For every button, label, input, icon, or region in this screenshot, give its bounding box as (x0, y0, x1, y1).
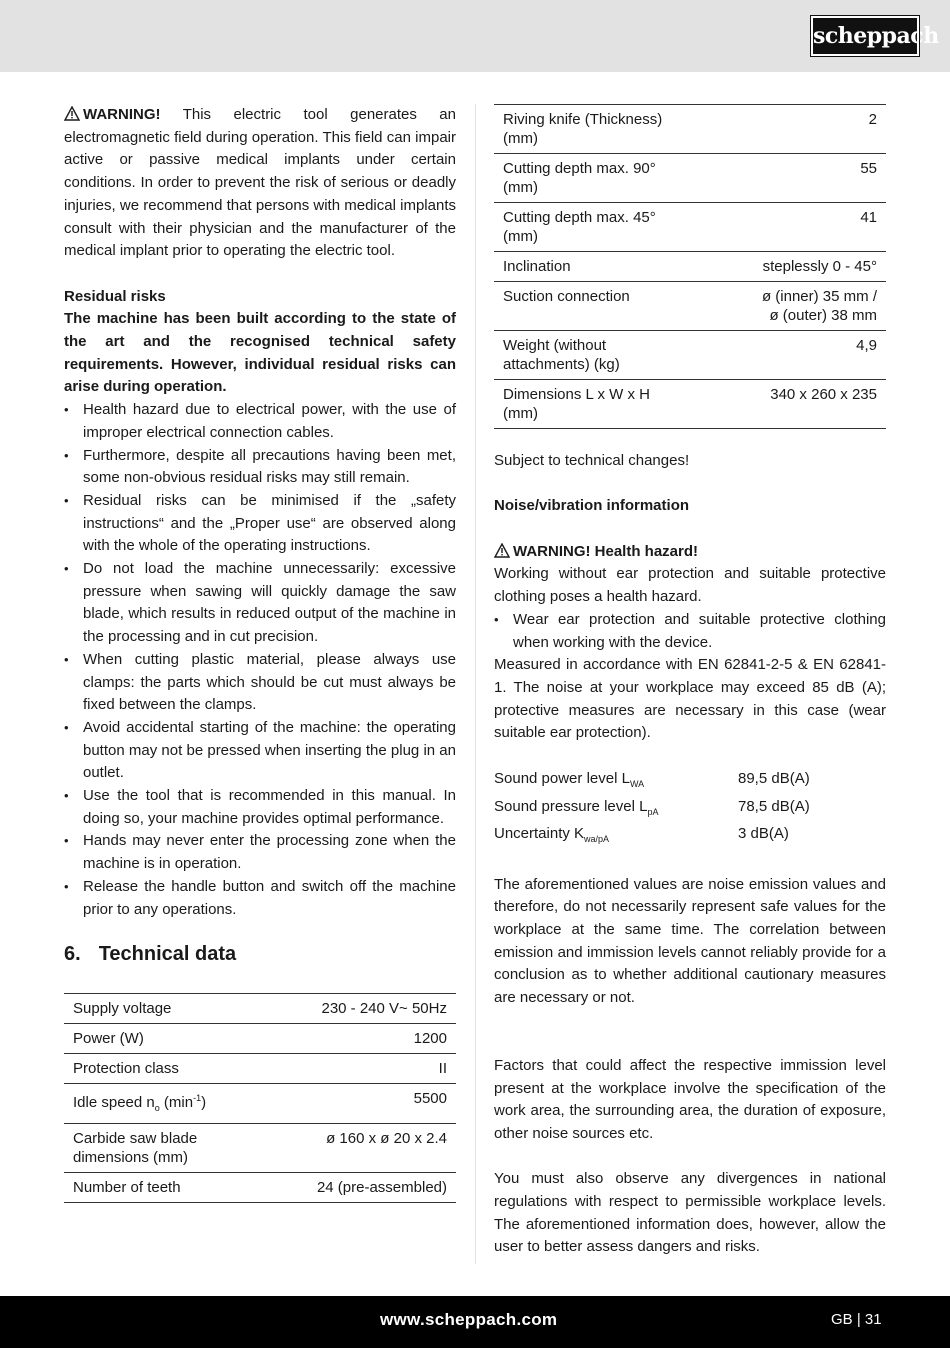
spec-value: II (279, 1054, 456, 1084)
technical-data-table (64, 993, 456, 1203)
table-row (64, 1124, 456, 1173)
subject-to-change-note: Subject to technical changes! (494, 452, 690, 469)
section-title: Technical data (98, 943, 237, 966)
page-number: GB | 31 (831, 1311, 882, 1328)
spec-value: ø (inner) 35 mm / ø (outer) 38 mm (694, 282, 886, 331)
noise-row (494, 768, 886, 796)
spec-label: Carbide saw blade dimensions (mm) (64, 1124, 279, 1173)
table-row (494, 105, 886, 154)
health-warning-heading: WARNING! Health hazard! (494, 541, 886, 564)
list-item: • Residual risks can be minimised if the „safety instructions“ and the „Proper use“ are observed along with the whole of the operating instructions. (64, 490, 456, 558)
emission-paragraph: The aforementioned values are noise emission values and therefore, do not necessarily represent safe values for the workplace at the same time. The correlation between emission and immission levels cannot reliably provide for a conclusion as to whether additional cautionary measures are necessary or not. (494, 875, 886, 1007)
spec-value: 340 x 260 x 235 (694, 380, 886, 429)
section-heading (64, 941, 456, 967)
spec-label: Power (W) (64, 1024, 279, 1054)
spec-value: 1200 (279, 1024, 456, 1054)
spec-value: steplessly 0 - 45° (694, 252, 886, 282)
noise-label: Sound power level $L_{WA}$ (494, 769, 645, 789)
residual-risks-heading: Residual risks (64, 287, 166, 305)
warning-label: WARNING! (83, 106, 161, 123)
list-item: • Hands may never enter the processing zone when the machine is in operation. (64, 830, 456, 875)
section-number: 6. (64, 943, 81, 966)
table-row (494, 154, 886, 203)
health-warning-text: Working without ear protection and suitable protective clothing poses a health hazard. (494, 565, 886, 606)
factors-paragraph: Factors that could affect the respective immission level present at the workplace involve the specification of the work area, the surrounding area, the duration of exposure, other noise sources etc. (494, 1056, 886, 1142)
list-item: • Do not load the machine unnecessarily: excessive pressure when sawing will quickly damage the saw blade, which results in reduced output of the machine in the processing and in cut precision. (64, 558, 456, 649)
noise-value: 3 dB(A) (738, 825, 789, 843)
table-row (64, 1054, 456, 1084)
spec-value: 41 (694, 203, 886, 252)
table-row (64, 1024, 456, 1054)
noise-row (494, 823, 886, 851)
brand-logo: scheppach (811, 16, 919, 56)
list-item: • Use the tool that is recommended in this manual. In doing so, your machine provides optimal performance. (64, 785, 456, 830)
table-row (494, 331, 886, 380)
measurement-paragraph: Measured in accordance with EN 62841-2-5 & EN 62841-1. The noise at your workplace may exceed 85 dB (A); protective measures are necessary in this case (wear suitable ear protection). (494, 656, 886, 742)
spec-value: 24 (pre-assembled) (279, 1173, 456, 1203)
noise-value: 89,5 dB(A) (738, 769, 810, 787)
spec-label: Cutting depth max. 90° (mm) (494, 154, 694, 203)
spec-label: Dimensions L x W x H (mm) (494, 380, 694, 429)
spec-label: Idle speed $n_o$ $(\min^{-1})$ (64, 1084, 279, 1124)
spec-label: Protection class (64, 1054, 279, 1084)
noise-heading: Noise/vibration information (494, 497, 690, 515)
website-link[interactable]: www.scheppach.com (380, 1310, 558, 1329)
table-row (64, 1084, 456, 1124)
noise-value: 78,5 dB(A) (738, 797, 810, 815)
spec-value: 5500 (279, 1084, 456, 1124)
table-row (64, 994, 456, 1024)
table-row (64, 1173, 456, 1203)
table-row (494, 282, 886, 331)
spec-label: Cutting depth max. 45° (mm) (494, 203, 694, 252)
left-column (64, 104, 456, 1203)
spec-label: Suction connection (494, 282, 694, 331)
column-divider (475, 104, 476, 1264)
warning-triangle-icon (64, 106, 80, 121)
table-row (494, 252, 886, 282)
noise-label: Sound pressure level $L_{pA}$ (494, 797, 659, 817)
technical-data-table-continued (494, 104, 886, 429)
spec-label: Supply voltage (64, 994, 279, 1024)
list-item: • Avoid accidental starting of the machine: the operating button may not be pressed when inserting the plug in an outlet. (64, 717, 456, 785)
spec-value: 230 - 240 V~ 50Hz (279, 994, 456, 1024)
footer-bar (0, 1296, 950, 1348)
list-item: • When cutting plastic material, please always use clamps: the parts which should be cut must always be fixed between the clamps. (64, 649, 456, 717)
list-item: • Release the handle button and switch off the machine prior to any operations. (64, 876, 456, 921)
header-bar (0, 0, 950, 72)
warning-text: This electric tool generates an electromagnetic field during operation. This field can impair active or passive medical implants under certain conditions. In order to prevent the risk of serious or deadly injuries, we recommend that persons with medical implants consult with their physician and the manufacturer of the medical implant prior to operating the electric tool. (64, 106, 456, 260)
list-item: • Health hazard due to electrical power, with the use of improper electrical connection cables. (64, 399, 456, 444)
spec-value: 4,9 (694, 331, 886, 380)
spec-value: ø 160 x ø 20 x 2.4 (279, 1124, 456, 1173)
spec-value: 55 (694, 154, 886, 203)
warning-triangle-icon (494, 543, 510, 558)
spec-label: Inclination (494, 252, 694, 282)
list-item: • Furthermore, despite all precautions having been met, some non-obvious residual risks may still remain. (64, 445, 456, 490)
spec-label: Weight (without attachments) (kg) (494, 331, 694, 380)
table-row (494, 380, 886, 429)
spec-label: Riving knife (Thickness) (mm) (494, 105, 694, 154)
noise-label: Uncertainty $K_{wa/pA}$ (494, 825, 610, 845)
right-column (494, 104, 886, 1259)
residual-risks-list (64, 399, 456, 921)
noise-values (494, 768, 886, 851)
residual-risks-intro: The machine has been built according to the state of the art and the recognised technical safety requirements. However, individual residual risks can arise during operation. (64, 310, 456, 396)
health-warning-list (494, 609, 886, 654)
emf-warning-paragraph (64, 104, 456, 263)
spec-label: Number of teeth (64, 1173, 279, 1203)
table-row (494, 203, 886, 252)
divergence-paragraph: You must also observe any divergences in national regulations with respect to permissible workplace levels. The aforementioned information does, however, allow the user to better assess dangers and risks. (494, 1170, 886, 1256)
noise-row (494, 796, 886, 824)
list-item: • Wear ear protection and suitable protective clothing when working with the device. (494, 609, 886, 654)
spec-value: 2 (694, 105, 886, 154)
